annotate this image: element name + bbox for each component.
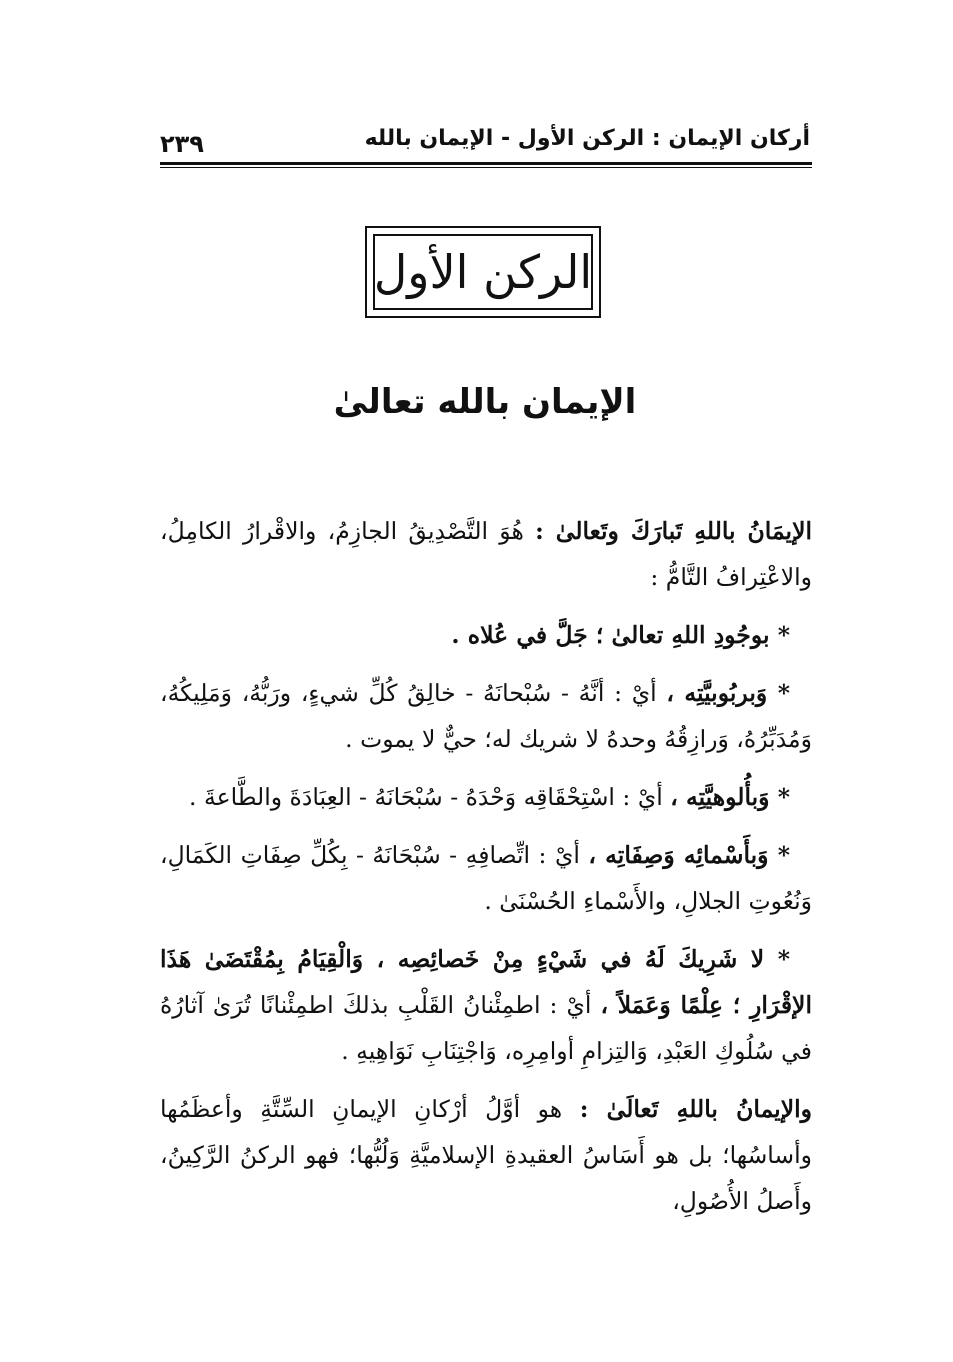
paragraph-lead: وَبأُلوهيَّتِه ، [670,783,778,811]
chapter-title-box [365,226,601,318]
paragraph-text: هُوَ التَّصْدِيقُ الجازِمُ، والاقْرارُ الكامِلُ، والاعْتِرافُ التَّامُّ : [160,517,812,591]
paragraph-lead: والإيمانُ باللهِ تَعالَىٰ : [579,1095,812,1123]
paragraph-names-attributes [160,832,812,924]
chapter-title-inner-frame [373,234,593,310]
header-rule-thin [160,167,812,168]
paragraph-text: أيْ : اتِّصافِهِ - سُبْحَانَهُ - بِكُلِّ صِفَاتِ الكَمَالِ، وَنُعُوتِ الجلالِ، والأَسْماءِ الحُسْنَىٰ . [160,841,812,915]
paragraph-lead: وَبربُوبيَّتِه ، [666,679,778,707]
paragraph-definition [160,508,812,600]
body-text [160,508,812,1236]
star-bullet: * [777,679,790,707]
star-bullet: * [777,783,790,811]
paragraph-text: أيْ : اطمِئْنانُ القَلْبِ بذلكَ اطمِئْنانًا تُرَىٰ آثارُهُ في سُلُوكِ العَبْدِ، وَالتِزامِ أوامِرِه، وَاجْتِنَابِ نَوَاهِيهِ . [160,991,812,1065]
paragraph-text: هو أوَّلُ أرْكانِ الإيمانِ السِّتَّةِ وأعظَمُها وأساسُها؛ بل هو أَسَاسُ العقيدةِ الإسلاميَّةِ وَلُبُّها؛ فهو الركنُ الرَّكِينُ، وأَصلُ الأُصُولِ، [160,1095,812,1215]
paragraph-lead: الإيمَانُ باللهِ تَبارَكَ وتَعالىٰ : [535,517,813,545]
chapter-title: الركن الأول [373,245,593,299]
header-rule [160,162,812,165]
star-bullet: * [777,621,790,649]
paragraph-no-partner [160,936,812,1074]
paragraph-text: أيْ : اسْتِحْقَاقِه وَحْدَهُ - سُبْحَانَهُ - العِبَادَةَ والطَّاعةَ . [189,783,671,811]
paragraph-lordship [160,670,812,762]
page-number: ٢٣٩ [160,130,204,158]
paragraph-lead: لا شَرِيكَ لَهُ في شَيْءٍ مِنْ خَصائِصِه ، وَالْقِيَامُ بِمُقْتَضَىٰ هَذَا الإقْرَارِ ؛ عِلْمًا وَعَمَلاً ، [160,945,812,1019]
paragraph-lead: بوجُودِ اللهِ تعالىٰ ؛ جَلَّ في عُلاه . [451,621,778,649]
paragraph-lead: وَبأَسْمائِه وَصِفَاتِه ، [588,841,778,869]
paragraph-existence [160,612,812,658]
running-header [160,118,810,158]
paragraph-text: أيْ : أنَّهُ - سُبْحانَهُ - خالِقُ كُلِّ شيءٍ، ورَبُّهُ، وَمَلِيكُهُ، وَمُدَبِّرُهُ، وَرازِقُهُ وحدهُ لا شريك له؛ حيٌّ لا يموت . [160,679,812,753]
star-bullet: * [777,841,791,869]
section-title: الإيمان بالله تعالىٰ [333,382,637,422]
paragraph-divinity [160,774,812,820]
paragraph-first-pillar [160,1086,812,1224]
running-title: أركان الإيمان : الركن الأول - الإيمان بالله [364,126,810,151]
star-bullet: * [777,945,790,973]
